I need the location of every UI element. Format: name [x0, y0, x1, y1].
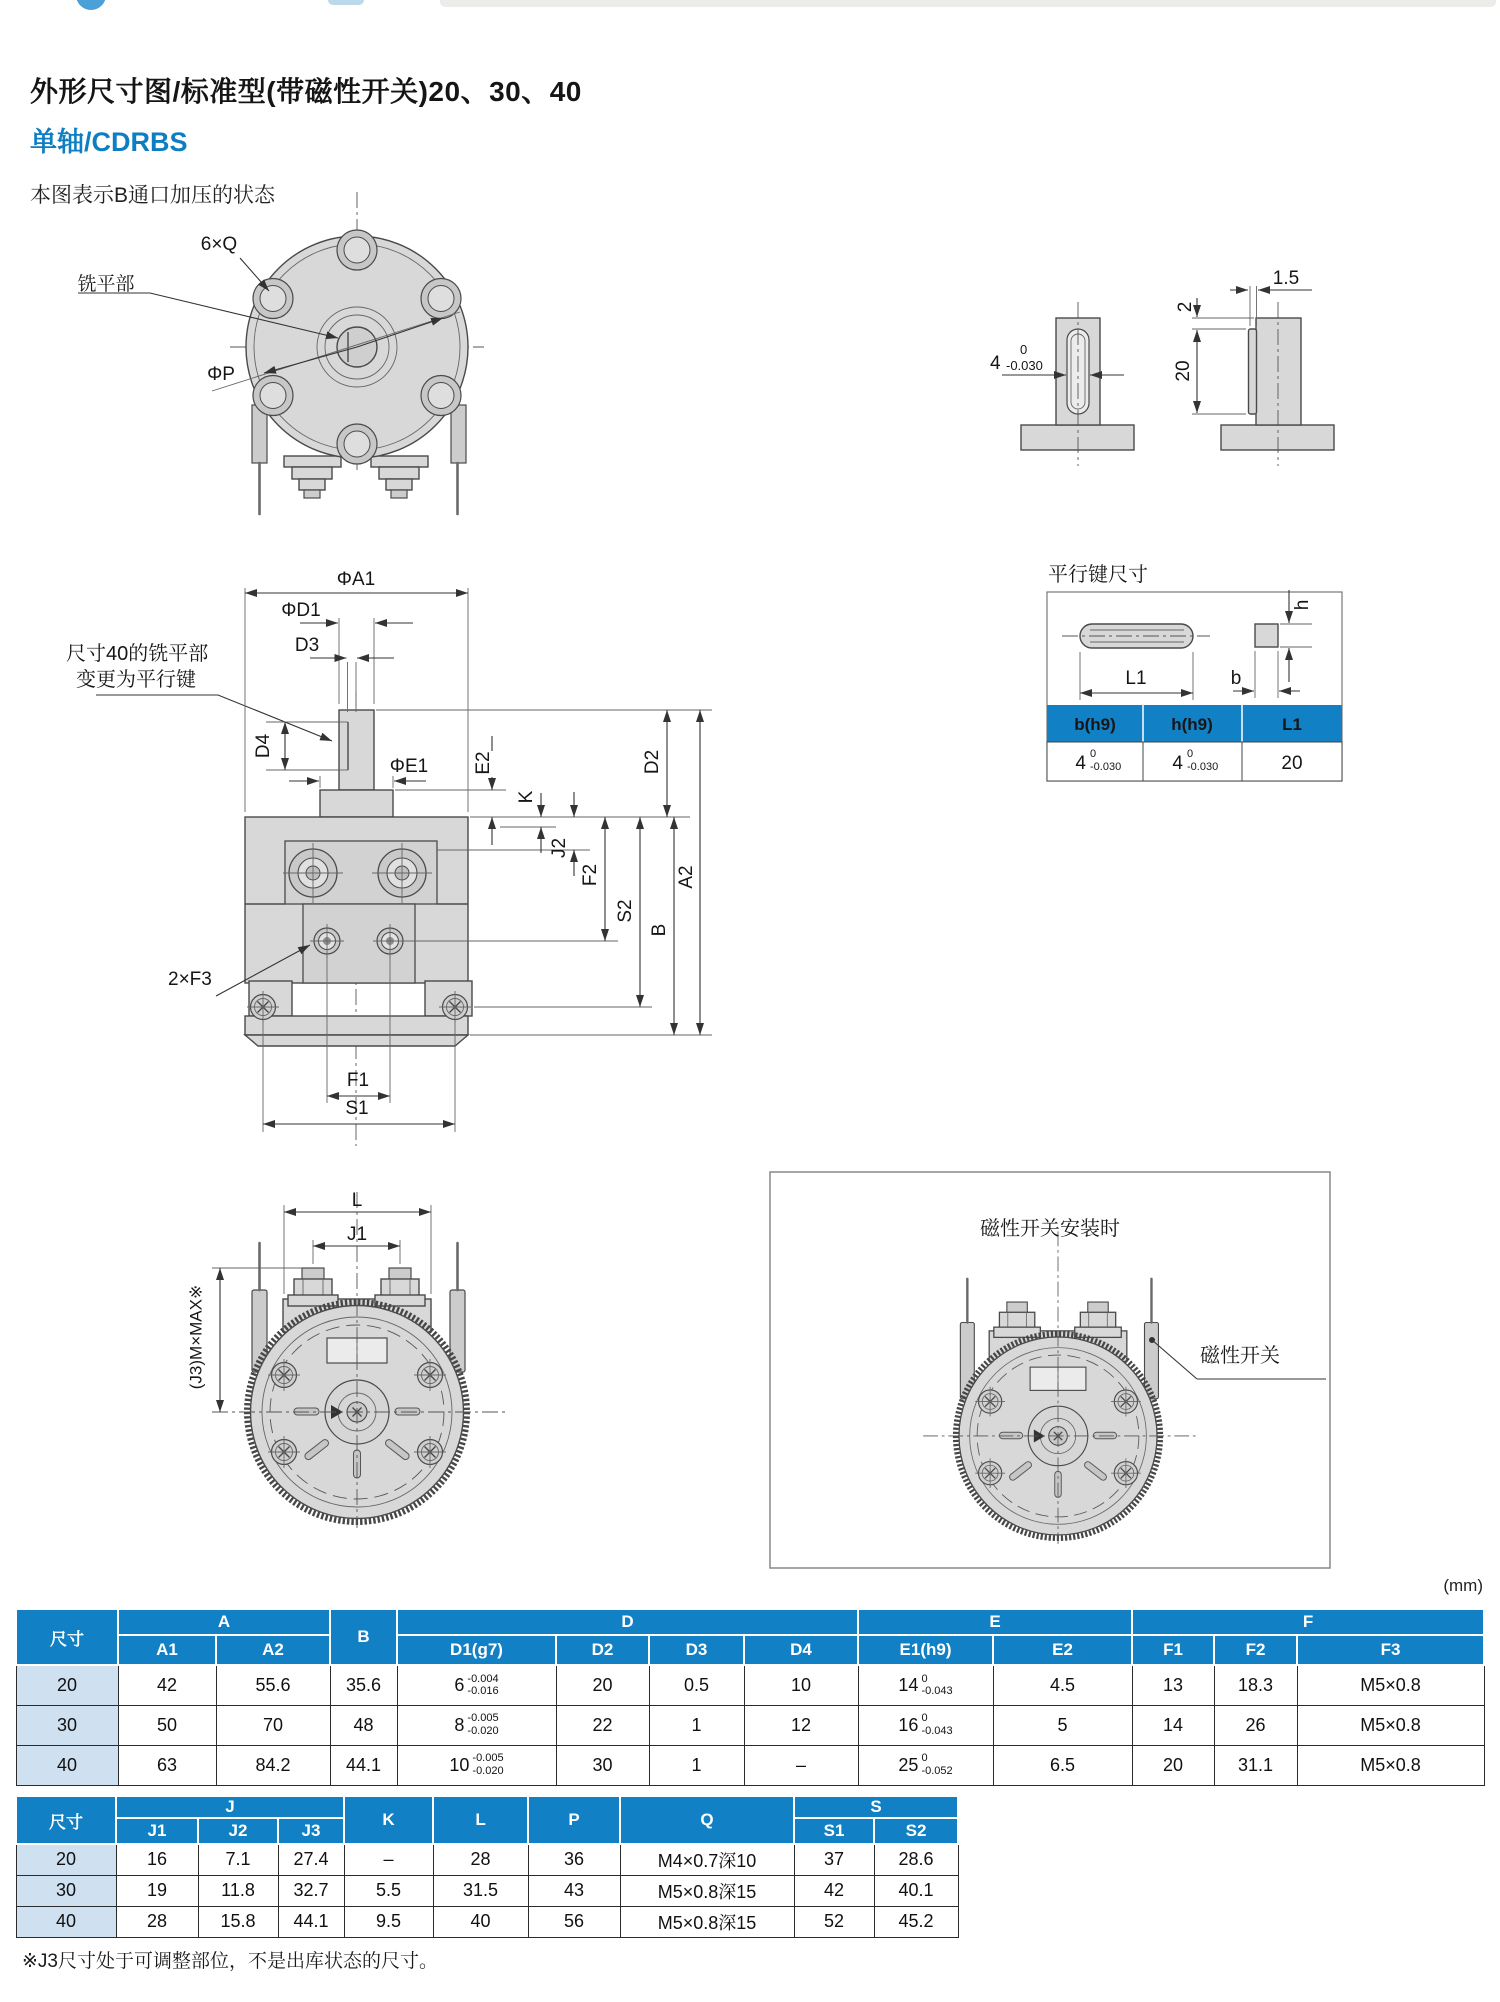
t2-row-20	[16, 1844, 958, 1875]
pitch-diameter-label: ΦP	[207, 364, 235, 385]
t1-row-30	[16, 1705, 1484, 1745]
t2-row-30	[16, 1875, 958, 1906]
t2-h-j1: J1	[116, 1818, 198, 1844]
cell: 45.2	[874, 1906, 958, 1937]
dim-d2: D2	[642, 749, 664, 775]
cell: 30	[556, 1745, 649, 1785]
cell: 55.6	[216, 1665, 330, 1705]
key-col-l1: L1	[1282, 715, 1302, 734]
cell: 26	[1214, 1705, 1297, 1745]
cell: 44.1	[330, 1745, 397, 1785]
t1-h-b: B	[330, 1609, 397, 1665]
cell: 28	[116, 1906, 198, 1937]
key-h-tol-bot: -0.030	[1187, 761, 1219, 773]
key-l1-label: L1	[1125, 668, 1147, 689]
size40-note-line2: 变更为平行键	[76, 669, 196, 691]
cell: 13	[1132, 1665, 1214, 1705]
t2-h-s1: S1	[794, 1818, 874, 1844]
cell: 30	[16, 1705, 118, 1745]
cell: 37	[794, 1844, 874, 1875]
cell: 20	[556, 1665, 649, 1705]
cell: –	[744, 1745, 858, 1785]
key-h-label: h	[1292, 599, 1314, 611]
cell: 44.1	[278, 1906, 344, 1937]
slot-width-tol-bot: -0.030	[1006, 358, 1043, 373]
dim-a1: ΦA1	[336, 569, 376, 590]
t1-h-f2: F2	[1214, 1635, 1297, 1665]
dim-k: K	[516, 790, 538, 804]
t1-row-20	[16, 1665, 1484, 1705]
key-h-tol-top: 0	[1187, 748, 1194, 760]
cell: 31.5	[433, 1875, 528, 1906]
cell: 5	[993, 1705, 1132, 1745]
t2-h-k: K	[344, 1796, 433, 1844]
cell: 22	[556, 1705, 649, 1745]
cell: 70	[216, 1705, 330, 1745]
cell: 10 -0.005 -0.020	[397, 1745, 556, 1785]
cell: 56	[528, 1906, 620, 1937]
t1-h-e: E	[858, 1609, 1132, 1635]
model-subtitle: 单轴/CDRBS	[30, 127, 188, 157]
slot-width-tol-top: 0	[1020, 342, 1028, 357]
dimension-table-1	[15, 1608, 1485, 1786]
cell: 20	[1132, 1745, 1214, 1785]
t1-h-f1: F1	[1132, 1635, 1214, 1665]
cell: 40.1	[874, 1875, 958, 1906]
t1-h-d3: D3	[649, 1635, 744, 1665]
cell: 25 0 -0.052	[858, 1745, 993, 1785]
cell: 40	[433, 1906, 528, 1937]
cell: 50	[118, 1705, 216, 1745]
cell: 14 0 -0.043	[858, 1665, 993, 1705]
cell: M5×0.8深15	[620, 1906, 794, 1937]
t1-h-a: A	[118, 1609, 330, 1635]
dim-j3: (J3)M×MAX※	[186, 1284, 206, 1390]
cell: 16 0 -0.043	[858, 1705, 993, 1745]
cell: 4.5	[993, 1665, 1132, 1705]
t1-h-e1: E1(h9)	[858, 1635, 993, 1665]
dim-f1: F1	[346, 1070, 370, 1091]
t2-h-j: J	[116, 1796, 344, 1818]
side-view-drawing	[66, 569, 712, 1146]
parallel-key-title: 平行键尺寸	[1048, 564, 1148, 586]
dim-j1: J1	[346, 1224, 368, 1245]
dim-e2: E2	[473, 751, 495, 775]
key-b-label: b	[1230, 668, 1242, 689]
dim-d4: D4	[253, 733, 275, 759]
cell: M5×0.8	[1297, 1705, 1484, 1745]
t2-row-40	[16, 1906, 958, 1937]
cell: 18.3	[1214, 1665, 1297, 1705]
dim-a2: A2	[676, 865, 698, 889]
cell: 9.5	[344, 1906, 433, 1937]
cell: 11.8	[198, 1875, 278, 1906]
cell: 63	[118, 1745, 216, 1785]
cell: 15.8	[198, 1906, 278, 1937]
cell: 10	[744, 1665, 858, 1705]
cell: 42	[794, 1875, 874, 1906]
cell: 30	[16, 1875, 116, 1906]
dim-d3: D3	[294, 635, 320, 656]
cell: 32.7	[278, 1875, 344, 1906]
flat-thickness-dim: 1.5	[1272, 268, 1300, 289]
t1-h-size: 尺寸	[16, 1609, 118, 1665]
cell: 40	[16, 1906, 116, 1937]
pressure-note: 本图表示B通口加压的状态	[30, 184, 276, 207]
cell: 28	[433, 1844, 528, 1875]
magnetic-switch-label: 磁性开关	[1200, 1345, 1280, 1367]
cell: 6.5	[993, 1745, 1132, 1785]
dim-e1: ΦE1	[389, 756, 429, 777]
key-b-tol-bot: -0.030	[1090, 761, 1122, 773]
cell: 8 -0.005 -0.020	[397, 1705, 556, 1745]
front-view-drawing	[77, 192, 484, 514]
cell: M5×0.8	[1297, 1745, 1484, 1785]
dim-j2: J2	[549, 837, 571, 859]
cell: 6 -0.004 -0.016	[397, 1665, 556, 1705]
cell: 12	[744, 1705, 858, 1745]
cell: 14	[1132, 1705, 1214, 1745]
cell: 20	[16, 1844, 116, 1875]
milled-flat-label: 铣平部	[77, 274, 135, 295]
dim-d1: ΦD1	[281, 600, 321, 621]
t1-h-d: D	[397, 1609, 858, 1635]
t1-h-d2: D2	[556, 1635, 649, 1665]
t1-h-d4: D4	[744, 1635, 858, 1665]
t2-h-l: L	[433, 1796, 528, 1844]
cell: 0.5	[649, 1665, 744, 1705]
cell: 31.1	[1214, 1745, 1297, 1785]
dimension-table-2	[15, 1795, 959, 1938]
magnetic-switch-box	[770, 1172, 1330, 1568]
t2-h-s: S	[794, 1796, 958, 1818]
page-title: 外形尺寸图/标准型(带磁性开关)20、30、40	[30, 76, 582, 107]
key-col-b: b(h9)	[1074, 715, 1116, 734]
key-col-h: h(h9)	[1171, 715, 1213, 734]
j3-footnote: ※J3尺寸处于可调整部位，不是出库状态的尺寸。	[22, 1951, 438, 1972]
t1-row-40	[16, 1745, 1484, 1785]
cell: M5×0.8深15	[620, 1875, 794, 1906]
dim-s2: S2	[615, 899, 637, 923]
flat-offset-dim: 2	[1175, 301, 1197, 313]
t2-h-p: P	[528, 1796, 620, 1844]
cell: 48	[330, 1705, 397, 1745]
t2-h-q: Q	[620, 1796, 794, 1844]
t1-h-f: F	[1132, 1609, 1484, 1635]
cell: 52	[794, 1906, 874, 1937]
dim-f2: F2	[580, 863, 602, 887]
key-h-value: 4	[1172, 753, 1183, 774]
dim-b: B	[649, 923, 671, 937]
t2-h-j3: J3	[278, 1818, 344, 1844]
cell: 28.6	[874, 1844, 958, 1875]
unit-label: (mm)	[1443, 1576, 1483, 1595]
t2-h-size: 尺寸	[16, 1796, 116, 1844]
flat-length-dim: 20	[1173, 360, 1195, 382]
cell: 36	[528, 1844, 620, 1875]
dim-s1: S1	[345, 1098, 369, 1119]
dim-l: L	[351, 1190, 363, 1211]
cell: 7.1	[198, 1844, 278, 1875]
size40-note-line1: 尺寸40的铣平部	[66, 643, 209, 665]
cell: 16	[116, 1844, 198, 1875]
cell: 27.4	[278, 1844, 344, 1875]
key-b-tol-top: 0	[1090, 748, 1097, 760]
cell: 1	[649, 1705, 744, 1745]
cell: 1	[649, 1745, 744, 1785]
shaft-end-detail-drawing	[990, 268, 1334, 466]
cell: M5×0.8	[1297, 1665, 1484, 1705]
key-b-value: 4	[1075, 753, 1086, 774]
t1-h-a1: A1	[118, 1635, 216, 1665]
cell: 40	[16, 1745, 118, 1785]
cell: 19	[116, 1875, 198, 1906]
cell: –	[344, 1844, 433, 1875]
key-l1-value: 20	[1281, 753, 1303, 774]
slot-width-dim: 4	[990, 353, 1001, 374]
bolt-count-label: 6×Q	[200, 234, 238, 255]
parallel-key-section	[1047, 563, 1342, 781]
t2-h-j2: J2	[198, 1818, 278, 1844]
cell: 35.6	[330, 1665, 397, 1705]
cell: 84.2	[216, 1745, 330, 1785]
cell: 42	[118, 1665, 216, 1705]
cell: 5.5	[344, 1875, 433, 1906]
dim-f3: 2×F3	[168, 969, 212, 990]
t1-h-d1: D1(g7)	[397, 1635, 556, 1665]
t2-h-s2: S2	[874, 1818, 958, 1844]
t1-h-e2: E2	[993, 1635, 1132, 1665]
t1-h-a2: A2	[216, 1635, 330, 1665]
cell: 43	[528, 1875, 620, 1906]
switch-box-title: 磁性开关安装时	[980, 1218, 1120, 1240]
cell: M4×0.7深10	[620, 1844, 794, 1875]
t1-h-f3: F3	[1297, 1635, 1484, 1665]
cell: 20	[16, 1665, 118, 1705]
